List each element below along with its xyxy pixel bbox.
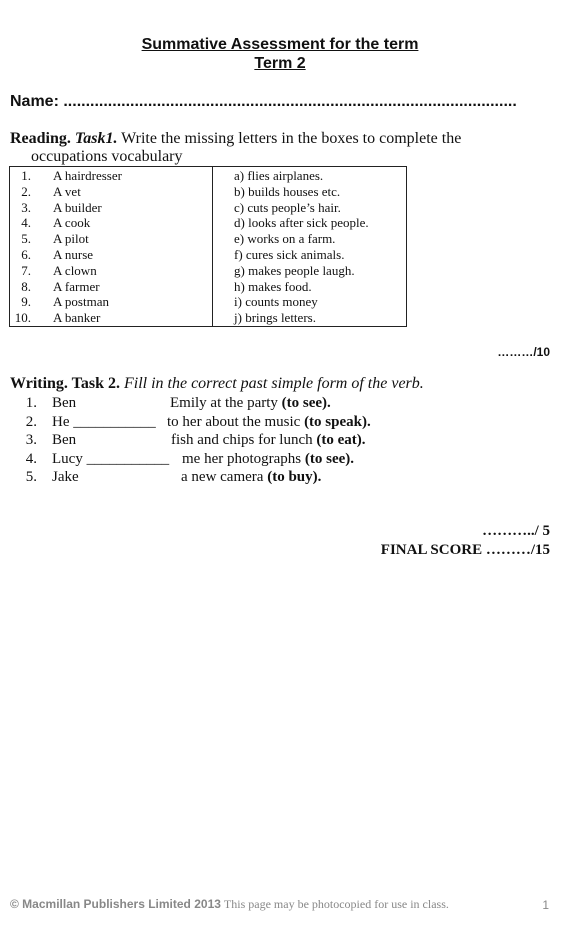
writing-item: 2. He ___________ to her about the music (to speak). (25, 413, 371, 430)
page-subtitle: Term 2 (254, 55, 306, 72)
reading-instructions (10, 130, 540, 166)
writing-instructions (10, 375, 424, 393)
final-score: FINAL SCORE ………/15 (380, 542, 550, 558)
writing-item: 4. Lucy ___________ me her photographs (to see). (25, 450, 355, 467)
list-item: e) works on a farm. (234, 231, 336, 247)
writing-list (10, 394, 371, 487)
writing-item: 5. Jake a new camera (to buy). (25, 469, 322, 485)
list-item: b) builds houses etc. (234, 183, 341, 199)
reading-score: ………/10 (497, 345, 550, 359)
photocopy-note: This page may be photocopied for use in class. (223, 897, 449, 911)
writing-score: ………../ 5 (482, 523, 550, 539)
list-item: 3. A builder (21, 199, 102, 215)
list-item: i) counts money (234, 294, 318, 310)
writing-item: 3. Ben fish and chips for lunch (to eat). (25, 432, 366, 448)
copyright-text: © Macmillan Publishers Limited 2013 (10, 897, 221, 911)
list-item: a) flies airplanes. (234, 168, 324, 183)
footer (10, 897, 449, 912)
reading-instruction-continued: occupations vocabulary (31, 148, 183, 165)
list-item: 2. A vet (21, 183, 81, 199)
list-item: 9. A postman (21, 294, 109, 310)
list-item: h) makes food. (234, 278, 312, 294)
list-item: 8. A farmer (21, 278, 100, 294)
list-item: 6. A nurse (21, 246, 94, 262)
writing-section-label: Writing. Task 2. (10, 375, 120, 392)
occupations-column (10, 167, 213, 327)
list-item: 7. A clown (21, 262, 97, 278)
list-item: 4. A cook (21, 215, 91, 231)
list-item: f) cures sick animals. (234, 246, 345, 262)
list-item: 1. A hairdresser (21, 168, 122, 183)
page-number: 1 (542, 898, 549, 912)
reading-section-label: Reading. (10, 130, 71, 147)
page-title: Summative Assessment for the term (141, 36, 419, 53)
list-item: j) brings letters. (234, 310, 316, 326)
name-field: Name: ...................................................................................................... (10, 93, 517, 110)
vocabulary-table (9, 166, 407, 327)
definitions-column (213, 167, 407, 327)
reading-task-label: Task1. (74, 130, 118, 147)
list-item: 10. A banker (14, 310, 101, 326)
list-item: 5. A pilot (21, 231, 89, 247)
list-item: d) looks after sick people. (234, 215, 369, 231)
list-item: g) makes people laugh. (234, 262, 355, 278)
writing-instruction-text: Fill in the correct past simple form of the verb. (119, 375, 424, 392)
reading-instruction-text: Write the missing letters in the boxes to complete the (117, 130, 462, 147)
writing-item: 1. Ben Emily at the party (to see). (25, 395, 331, 411)
list-item: c) cuts people’s hair. (234, 199, 341, 215)
